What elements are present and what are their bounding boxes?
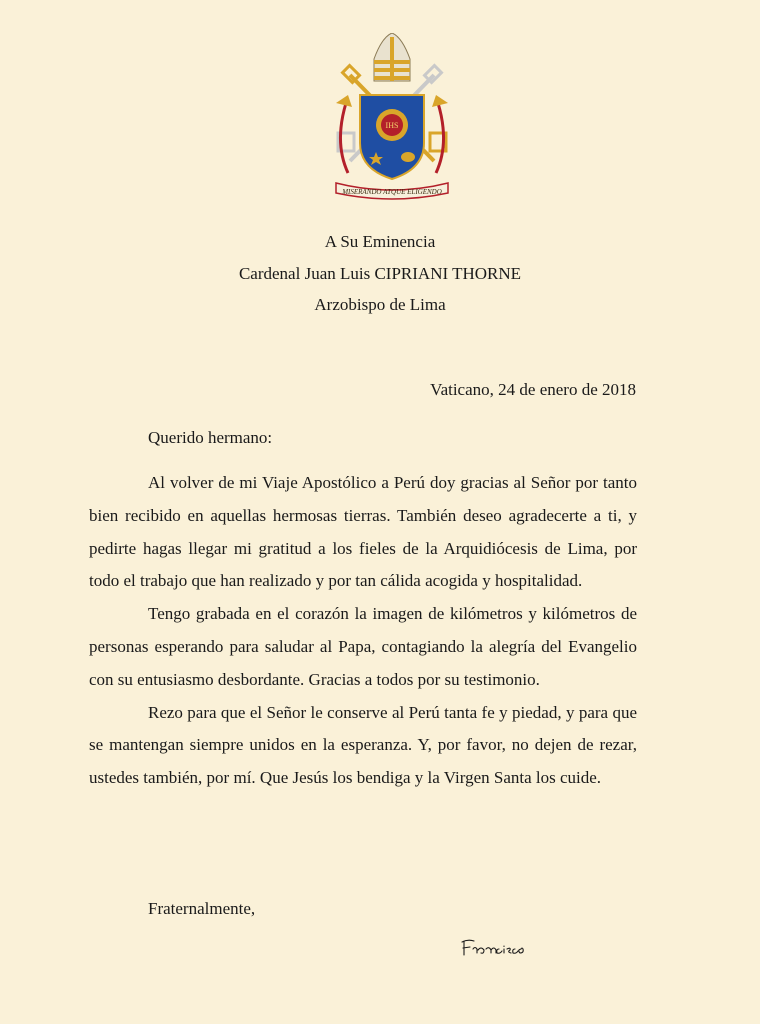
addressee-name: Cardenal Juan Luis CIPRIANI THORNE	[238, 263, 522, 283]
salutation: Querido hermano:	[148, 428, 273, 447]
letter-date: Vaticano, 24 de enero de 2018	[430, 380, 636, 399]
paragraph: Al volver de mi Viaje Apostólico a Perú doy gracias al Señor por tanto bien recibido en aquellas hermosas tierras. También deseo agradecerte a ti, y pedirte hagas llegar mi gratitud a los fieles de la Arquidiócesis de Lima, por todo el trabajo que han realizado y por tan cálida acogida y hospitalidad.	[89, 473, 637, 591]
motto-ribbon	[336, 183, 448, 199]
addressee-title: A Su Eminencia	[324, 232, 436, 251]
addressee-block	[0, 226, 760, 321]
addressee-office: Arzobispo de Lima	[314, 295, 446, 314]
crest-monogram: IHS	[385, 121, 399, 130]
handwritten-signature	[460, 935, 532, 961]
closing: Fraternalmente,	[148, 899, 256, 918]
letter-body	[89, 467, 637, 795]
paragraph: Rezo para que el Señor le conserve al Perú tanta fe y piedad, y para que se mantengan siempre unidos en la esperanza. Y, por favor, no dejen de rezar, ustedes también, por mí. Que Jesús los bendiga y la Virgen Santa los cuide.	[89, 702, 637, 788]
mitre-icon	[374, 33, 410, 81]
crest-motto: MISERANDO ATQUE ELIGENDO	[342, 188, 442, 196]
paragraph: Tengo grabada en el corazón la imagen de kilómetros y kilómetros de personas esperando para saludar al Papa, contagiando la alegría del Evangelio con su entusiasmo desbordante. Gracias a todos por su testimonio.	[89, 604, 637, 689]
shield-icon	[360, 95, 424, 179]
papal-coat-of-arms	[326, 33, 458, 205]
